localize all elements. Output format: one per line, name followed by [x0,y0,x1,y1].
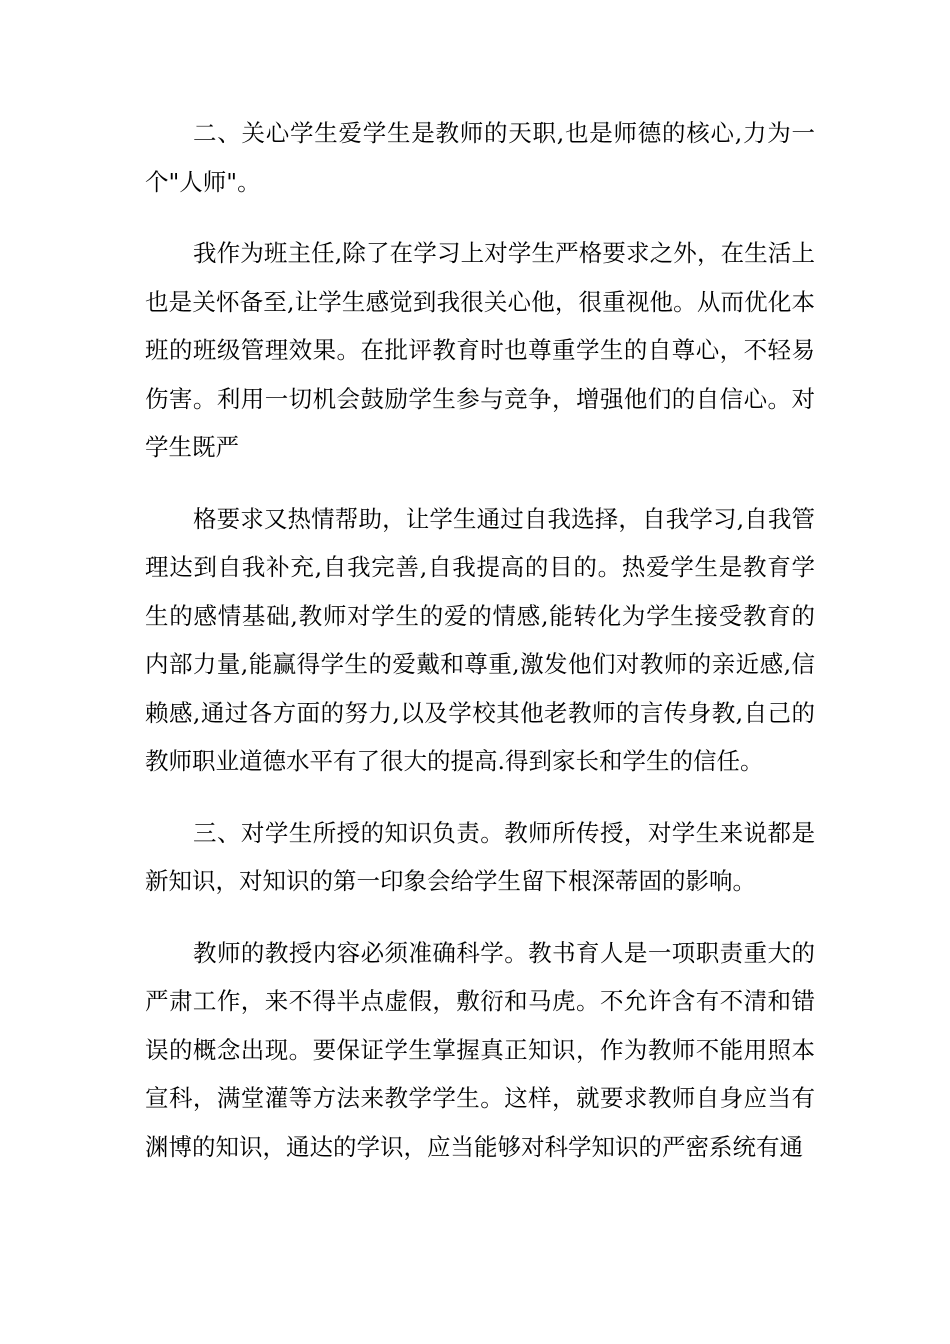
document-body [145,109,815,1194]
paragraph-accurate-teaching: 教师的教授内容必须准确科学。教书育人是一项职责重大的严肃工作，来不得半点虚假，敷衍和马虎。不允许含有不清和错误的概念出现。要保证学生掌握真正知识，作为教师不能用照本宣科，满堂灌等方法来教学学生。这样，就要求教师自身应当有渊博的知识，通达的学识，应当能够对科学知识的严密系统有通 [145,938,815,1161]
paragraph-care-for-students: 二、关心学生爱学生是教师的天职,也是师德的核心,力为一个"人师"。 [145,119,815,196]
paragraph-class-teacher: 我作为班主任,除了在学习上对学生严格要求之外，在生活上也是关怀备至,让学生感觉到我很关心他，很重视他。从而优化本班的班级管理效果。在批评教育时也尊重学生的自尊心，不轻易伤害。利用一切机会鼓励学生参与竞争，增强他们的自信心。对学生既严 [145,239,815,461]
paragraph-strict-and-warm: 格要求又热情帮助，让学生通过自我选择，自我学习,自我管理达到自我补充,自我完善,自我提高的目的。热爱学生是教育学生的感情基础,教师对学生的爱的情感,能转化为学生接受教育的内部力量,能赢得学生的爱戴和尊重,激发他们对教师的亲近感,信赖感,通过各方面的努力,以及学校其他老教师的言传身教,自己的教师职业道德水平有了很大的提高.得到家长和学生的信任。 [145,504,815,775]
paragraph-responsible-knowledge: 三、对学生所授的知识负责。教师所传授，对学生来说都是新知识，对知识的第一印象会给学生留下根深蒂固的影响。 [145,818,815,895]
